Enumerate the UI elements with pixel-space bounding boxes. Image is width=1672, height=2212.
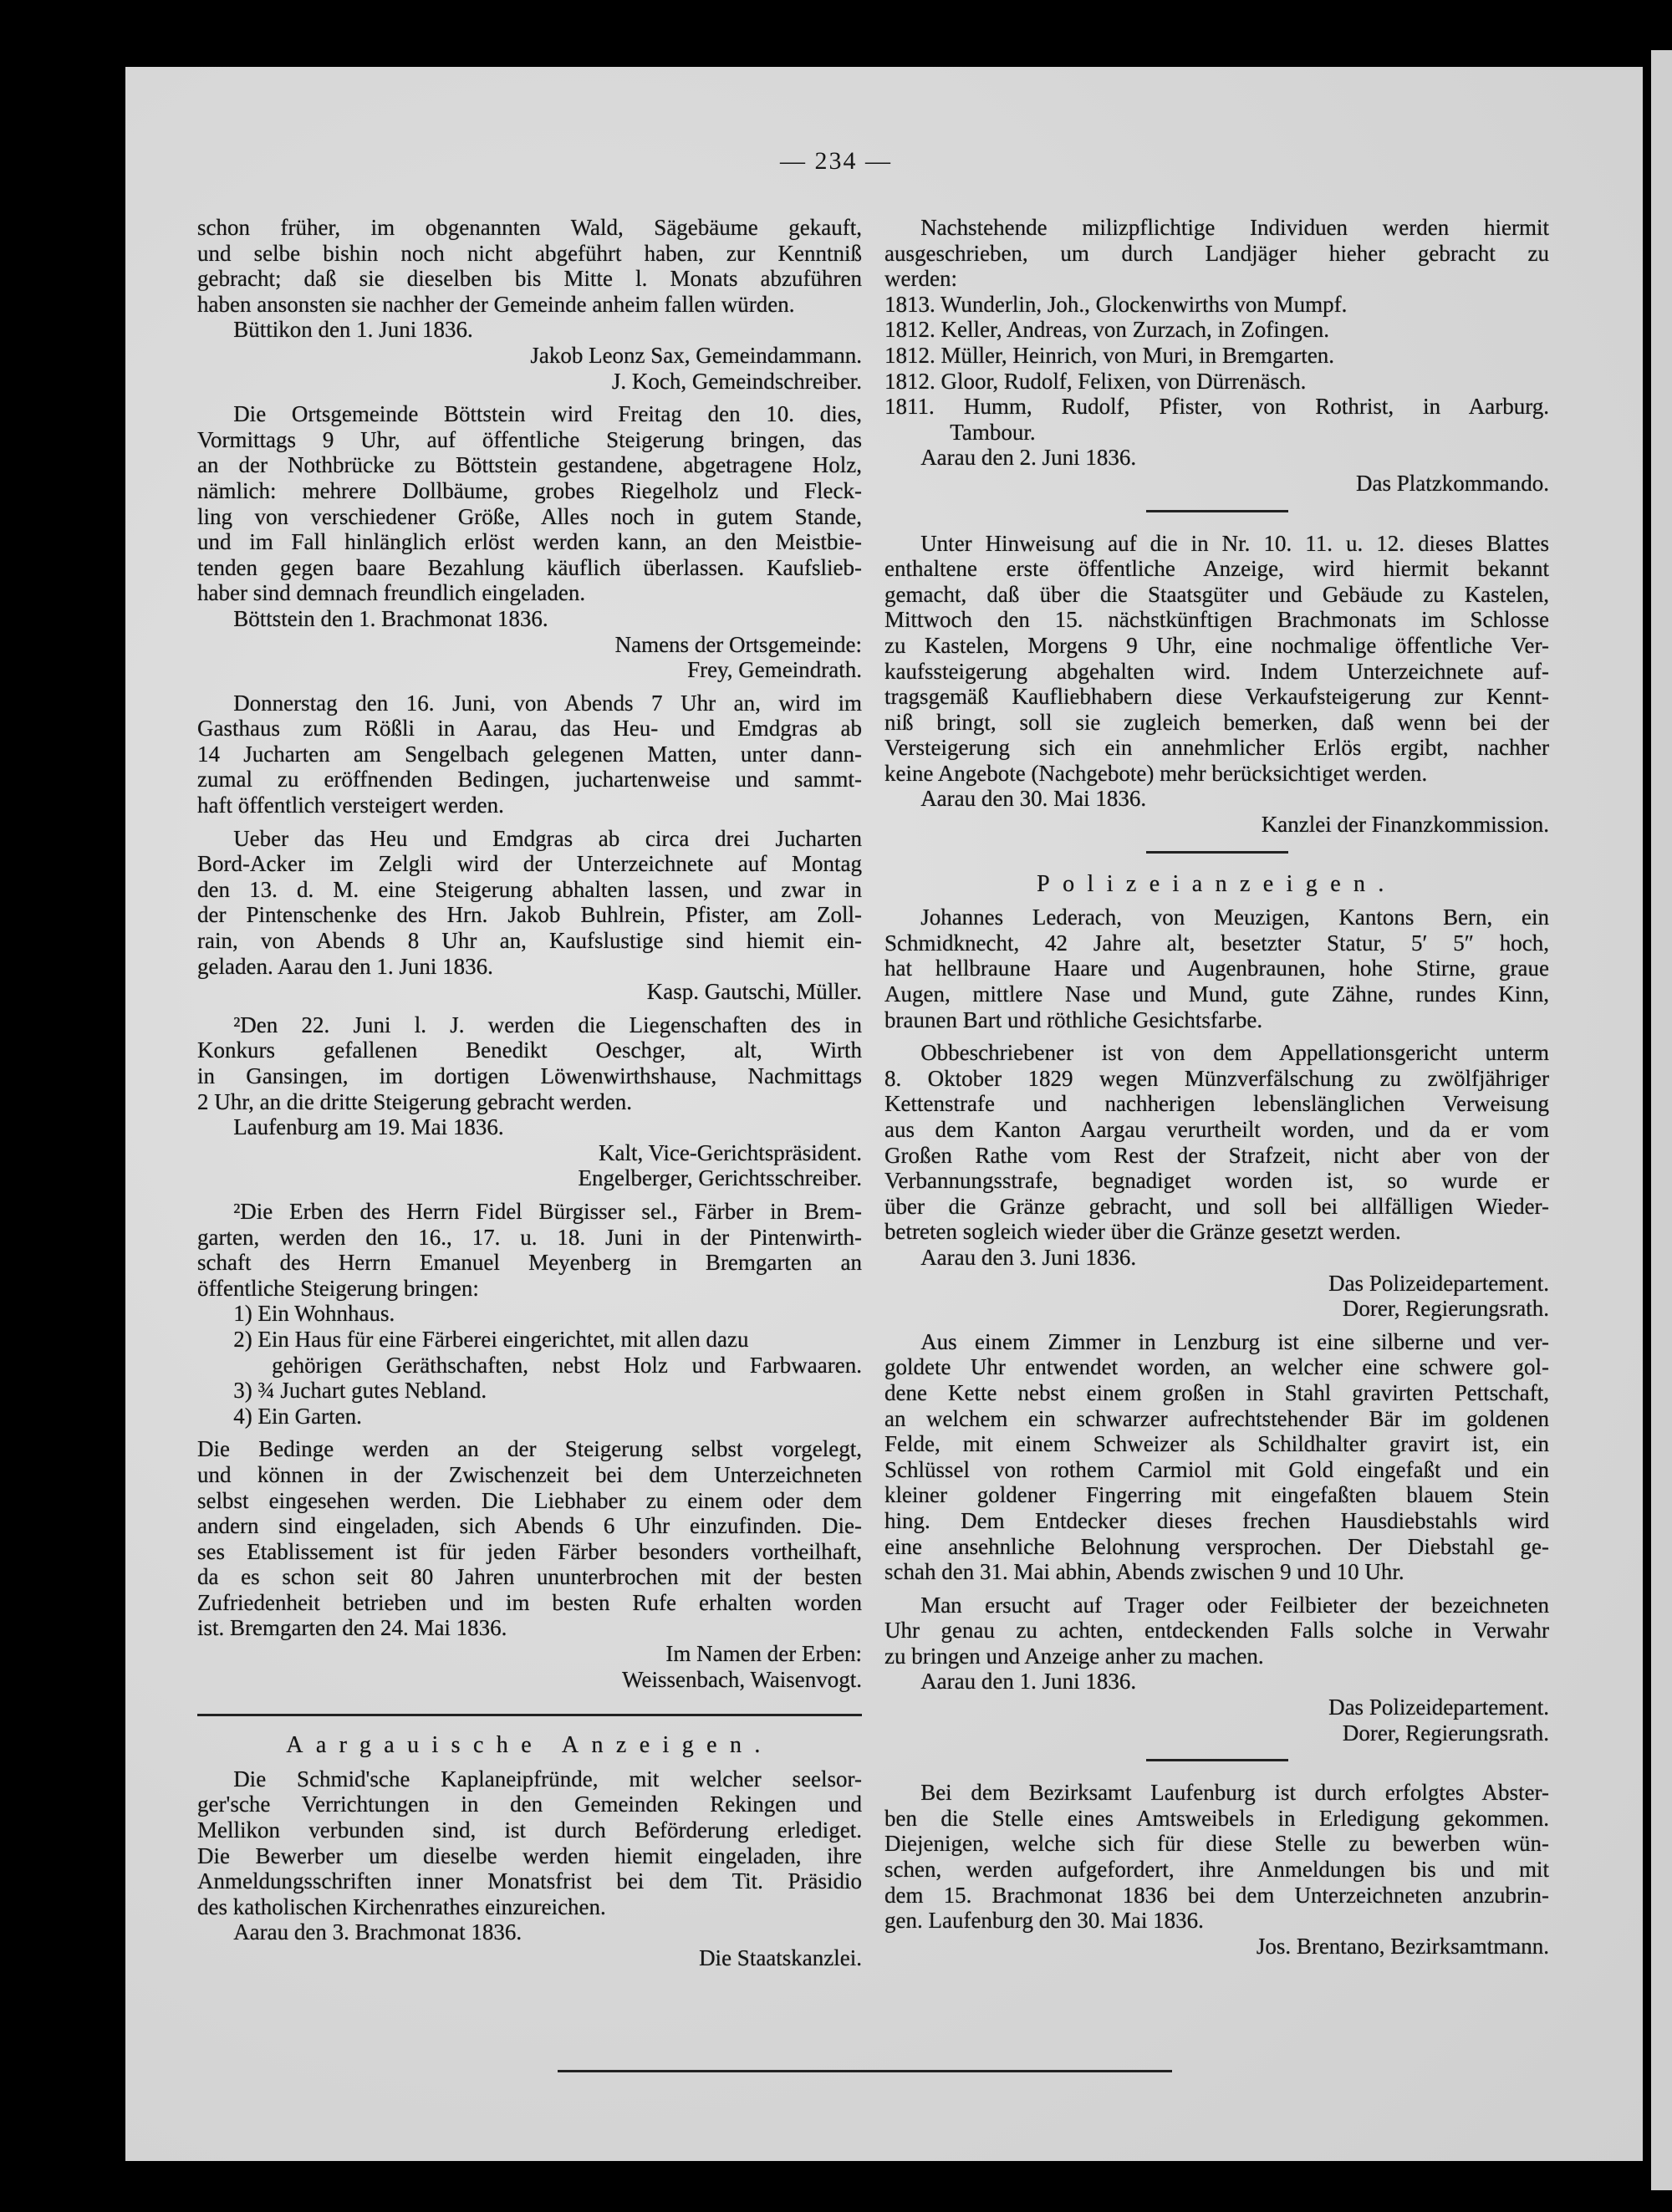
list-item <box>884 343 1549 369</box>
paragraph <box>197 1199 862 1301</box>
text-line: da es schon seit 80 Jahren ununterbrochen mit der besten <box>197 1564 862 1590</box>
paragraph <box>197 401 862 606</box>
text-line: an der Nothbrücke zu Böttstein gestandene, abgetragene Holz, <box>197 452 862 478</box>
section-heading: Aargauische Anzeigen. <box>286 1732 773 1759</box>
list-item <box>884 369 1549 395</box>
text-line: Konkurs gefallenen Benedikt Oeschger, alt, Wirth <box>197 1037 862 1063</box>
text-line: Kasp. Gautschi, Müller. <box>646 979 862 1005</box>
text-line: Uhr genau zu achten, entdeckenden Falls solche in Verwahr <box>884 1618 1549 1644</box>
text-line: Johannes Lederach, von Meuzigen, Kantons Bern, ein <box>920 905 1549 930</box>
text-line: haben ansonsten sie nachher der Gemeinde anheim fallen würden. <box>197 291 795 317</box>
section-divider <box>1146 510 1288 512</box>
page-number: — 234 — <box>780 147 892 175</box>
text-line: zumal zu eröffnenden Bedingen, juchartenweise und sammt- <box>197 767 862 793</box>
numbered-list <box>197 1301 862 1429</box>
text-line: in Gansingen, im dortigen Löwenwirthshause, Nachmittags <box>197 1063 862 1088</box>
text-line: dene Kette nebst einem großen in Stahl gravirten Pettschaft, <box>884 1379 1549 1405</box>
text-line: ben die Stelle eines Amtsweibels in Erledigung gekommen. <box>884 1805 1549 1831</box>
signature <box>884 1934 1549 1960</box>
paragraph <box>884 1780 1549 1934</box>
text-line: werden: <box>884 266 957 292</box>
text-line: Jos. Brentano, Bezirksamtmann. <box>1256 1933 1549 1959</box>
text-line: hat hellbraune Haare und Augenbraunen, hohe Stirne, graue <box>884 956 1549 981</box>
text-line: dem 15. Brachmonat 1836 bei dem Unterzeichneten anzubrin- <box>884 1882 1549 1908</box>
text-line: gehörigen Geräthschaften, nebst Holz und Farbwaaren. <box>272 1352 862 1378</box>
text-line: Unter Hinweisung auf die in Nr. 10. 11. u. 12. dieses Blattes <box>920 530 1549 556</box>
text-line: öffentliche Steigerung bringen: <box>197 1275 479 1301</box>
text-line: tenden gegen baare Bezahlung käuflich überlassen. Kaufslieb- <box>197 554 862 580</box>
text-line: ausgeschrieben, um durch Landjäger hieher gebracht zu <box>884 240 1549 266</box>
text-line: ling von verschiedener Größe, Alles noch in gutem Stande, <box>197 503 862 529</box>
text-line: Bei dem Bezirksamt Laufenburg ist durch erfolgtes Abster- <box>920 1780 1549 1806</box>
list-item <box>884 394 1549 445</box>
paragraph <box>197 1766 862 1920</box>
paragraph <box>884 531 1549 787</box>
text-line: tragsgemäß Kaufliebhabern diese Verkaufsteigerung zur Kennt- <box>884 684 1549 710</box>
dateline <box>884 1669 1549 1695</box>
section-divider <box>1146 851 1288 854</box>
text-line: Die Bedinge werden an der Steigerung selbst vorgelegt, <box>197 1436 862 1462</box>
text-line: Bord-Acker im Zelgli wird der Unterzeichnete auf Montag <box>197 851 862 877</box>
text-line: gen. Laufenburg den 30. Mai 1836. <box>884 1908 1204 1934</box>
text-line: eine ansehnliche Belohnung versprochen. Der Diebstahl ge- <box>884 1533 1549 1559</box>
text-line: Engelberger, Gerichtsschreiber. <box>578 1165 862 1191</box>
text-line: rain, von Abends 8 Uhr an, Kaufslustige sind hiemit ein- <box>197 928 862 954</box>
text-line: Das Platzkommando. <box>1356 470 1549 496</box>
text-line: schon früher, im obgenannten Wald, Sägebäume gekauft, <box>197 215 862 240</box>
text-line: Die Schmid'sche Kaplaneipfründe, mit welcher seelsor- <box>233 1766 862 1792</box>
text-line: Kanzlei der Finanzkommission. <box>1261 812 1549 838</box>
text-line: aus dem Kanton Aargau verurtheilt worden, und da er vom <box>884 1117 1549 1142</box>
paragraph <box>197 1436 862 1641</box>
signature <box>197 1641 862 1692</box>
signature <box>197 1945 862 1971</box>
section-divider <box>197 1714 862 1716</box>
paragraph <box>197 215 862 317</box>
list-item <box>884 292 1549 318</box>
paragraph <box>884 1593 1549 1669</box>
text-line: Schlüssel von rothem Carmiol mit Gold eingefaßt und ein <box>884 1456 1549 1482</box>
numbered-list <box>884 292 1549 446</box>
text-line: Aarau den 2. Juni 1836. <box>920 445 1137 471</box>
text-line: zu Kastelen, Morgens 9 Uhr, eine nochmalige öffentliche Ver- <box>884 632 1549 658</box>
text-line: keine Angebote (Nachgebote) mehr berücksichtiget werden. <box>884 760 1428 786</box>
text-line: Mittwoch den 15. nächstkünftigen Brachmonats im Schlosse <box>884 607 1549 633</box>
list-item <box>197 1378 862 1404</box>
text-line: kaufssteigerung abgehalten wird. Indem Unterzeichnete auf- <box>884 658 1549 684</box>
dateline <box>884 445 1549 471</box>
text-line: Frey, Gemeindrath. <box>687 657 862 683</box>
text-line: Großen Rathe vom Rest der Strafzeit, nicht aber von der <box>884 1142 1549 1168</box>
text-line: Zufriedenheit betrieben und im besten Rufe erhalten worden <box>197 1589 862 1615</box>
text-line: Im Namen der Erben: <box>665 1641 862 1667</box>
dateline <box>884 786 1549 812</box>
text-line: Dorer, Regierungsrath. <box>1342 1296 1549 1322</box>
text-line: Die Bewerber um dieselbe werden hiemit eingeladen, ihre <box>197 1842 862 1868</box>
signature <box>197 1140 862 1191</box>
text-line: 1812. Gloor, Rudolf, Felixen, von Dürrenäsch. <box>884 368 1307 394</box>
paragraph <box>884 1040 1549 1245</box>
section-heading: Polizeianzeigen. <box>1037 870 1397 897</box>
text-line: Schmidknecht, 42 Jahre alt, besetzter Statur, 5′ 5″ hoch, <box>884 930 1549 956</box>
text-line: Diejenigen, welche sich für diese Stelle zu bewerben wün- <box>884 1831 1549 1857</box>
dateline <box>197 317 862 343</box>
left-column <box>197 207 862 1971</box>
section-divider <box>1146 1759 1288 1761</box>
text-line: Laufenburg am 19. Mai 1836. <box>233 1114 504 1140</box>
text-line: der Pintenschenke des Hrn. Jakob Buhlrein, Pfister, am Zoll- <box>197 902 862 928</box>
text-line: 3) ¾ Juchart gutes Nebland. <box>233 1378 487 1404</box>
text-line: haber sind demnach freundlich eingeladen. <box>197 580 586 606</box>
text-line: und im Fall hinlänglich erlöst werden kann, an den Meistbie- <box>197 529 862 555</box>
paragraph <box>197 826 862 980</box>
text-line: Anmeldungsschriften inner Monatsfrist bei dem Tit. Präsidio <box>197 1868 862 1894</box>
text-line: gemacht, daß über die Staatsgüter und Gebäude zu Kastelen, <box>884 581 1549 607</box>
right-column <box>884 207 1549 1959</box>
text-line: Aarau den 3. Brachmonat 1836. <box>233 1919 522 1945</box>
dateline <box>197 1919 862 1945</box>
text-line: des katholischen Kirchenrathes einzureichen. <box>197 1893 606 1919</box>
text-line: Ueber das Heu und Emdgras ab circa drei Jucharten <box>233 825 862 851</box>
text-line: ²Den 22. Juni l. J. werden die Liegenschaften des in <box>233 1012 862 1037</box>
signature <box>884 1271 1549 1322</box>
text-line: Aarau den 3. Juni 1836. <box>920 1244 1137 1270</box>
text-line: schen, werden aufgefordert, ihre Anmeldungen bis und mit <box>884 1857 1549 1883</box>
text-line: gebracht; daß sie dieselben bis Mitte l. Monats abzuführen <box>197 266 862 292</box>
text-line: andern sind eingeladen, sich Abends 6 Uhr einzufinden. Die- <box>197 1513 862 1539</box>
text-line: schaft des Herrn Emanuel Meyenberg in Bremgarten an <box>197 1250 862 1276</box>
text-line: haft öffentlich versteigert werden. <box>197 793 504 818</box>
text-line: betreten sogleich wieder über die Gränze gesetzt werden. <box>884 1219 1401 1245</box>
text-line: Büttikon den 1. Juni 1836. <box>233 317 473 343</box>
text-line: 14 Jucharten am Sengelbach gelegenen Matten, unter dann- <box>197 741 862 767</box>
text-line: zu bringen und Anzeige anher zu machen. <box>884 1643 1264 1669</box>
signature <box>884 812 1549 838</box>
text-line: Aus einem Zimmer in Lenzburg ist eine silberne und ver- <box>920 1328 1549 1354</box>
text-line: 2 Uhr, an die dritte Steigerung gebracht werden. <box>197 1088 632 1114</box>
text-line: 1) Ein Wohnhaus. <box>233 1301 395 1327</box>
text-line: Das Polizeidepartement. <box>1328 1695 1549 1720</box>
text-line: ist. Bremgarten den 24. Mai 1836. <box>197 1615 507 1641</box>
text-line: goldete Uhr entwendet worden, an welcher eine schwere gol- <box>884 1354 1549 1380</box>
dateline <box>884 1245 1549 1271</box>
signature <box>197 632 862 683</box>
text-line: Böttstein den 1. Brachmonat 1836. <box>233 605 548 631</box>
text-line: Tambour. <box>950 419 1036 445</box>
paragraph <box>884 905 1549 1032</box>
text-line: enthaltene erste öffentliche Anzeige, wird hiermit bekannt <box>884 556 1549 582</box>
text-line: hing. Dem Entdecker dieses frechen Hausdiebstahls wird <box>884 1507 1549 1533</box>
text-line: Kettenstrafe und nachherigen lebenslänglichen Verweisung <box>884 1091 1549 1117</box>
text-line: ger'sche Verrichtungen in den Gemeinden Rekingen und <box>197 1792 862 1817</box>
text-line: J. Koch, Gemeindschreiber. <box>611 368 862 394</box>
text-line: Das Polizeidepartement. <box>1328 1270 1549 1296</box>
text-line: nämlich: mehrere Dollbäume, grobes Riegelholz und Fleck- <box>197 477 862 503</box>
text-line: Versteigerung sich ein annehmlicher Erlös ergibt, nachher <box>884 735 1549 761</box>
text-line: 8. Oktober 1829 wegen Münzverfälschung zu zwölfjähriger <box>884 1065 1549 1091</box>
text-line: geladen. Aarau den 1. Juni 1836. <box>197 953 493 979</box>
text-line: Dorer, Regierungsrath. <box>1342 1720 1549 1746</box>
text-line: Vormittags 9 Uhr, auf öffentliche Steigerung bringen, das <box>197 426 862 452</box>
text-line: Aarau den 1. Juni 1836. <box>920 1669 1137 1695</box>
paragraph <box>197 691 862 818</box>
text-line: 4) Ein Garten. <box>233 1403 362 1429</box>
paragraph <box>884 215 1549 292</box>
list-item <box>884 317 1549 343</box>
text-line: 1812. Keller, Andreas, von Zurzach, in Zofingen. <box>884 317 1330 343</box>
text-line: Donnerstag den 16. Juni, von Abends 7 Uhr an, wird im <box>233 690 862 716</box>
text-line: 1813. Wunderlin, Joh., Glockenwirths von Mumpf. <box>884 291 1348 317</box>
adjacent-page-edge <box>1651 50 1672 2190</box>
text-line: an welchem ein schwarzer aufrechtstehender Bär im goldenen <box>884 1405 1549 1431</box>
paragraph <box>884 1329 1549 1585</box>
list-item <box>197 1404 862 1430</box>
text-line: Nachstehende milizpflichtige Individuen werden hiermit <box>920 215 1549 240</box>
text-line: 2) Ein Haus für eine Färberei eingerichtet, mit allen dazu <box>233 1326 749 1352</box>
text-line: Felde, mit einem Schweizer als Schildhalter gravirt ist, ein <box>884 1431 1549 1457</box>
text-line: Aarau den 30. Mai 1836. <box>920 786 1147 812</box>
text-line: 1811. Humm, Rudolf, Pfister, von Rothrist, in Aarburg. <box>884 394 1549 420</box>
text-line: den 13. d. M. eine Steigerung abhalten lassen, und zwar in <box>197 876 862 902</box>
signature <box>197 343 862 394</box>
text-line: selbst eingesehen werden. Die Liebhaber zu einem oder dem <box>197 1487 862 1513</box>
text-line: und selbe bishin noch nicht abgeführt haben, zur Kenntniß <box>197 240 862 266</box>
text-line: Die Ortsgemeinde Böttstein wird Freitag den 10. dies, <box>233 401 862 427</box>
list-item <box>197 1327 862 1378</box>
dateline <box>197 1114 862 1140</box>
list-item <box>197 1301 862 1327</box>
signature <box>197 979 862 1005</box>
text-line: Obbeschriebener ist von dem Appellationsgericht unterm <box>920 1040 1549 1066</box>
text-line: und können in der Zwischenzeit bei dem Unterzeichneten <box>197 1461 862 1487</box>
text-line: Namens der Ortsgemeinde: <box>614 631 862 657</box>
text-line: Die Staatskanzlei. <box>699 1945 862 1970</box>
text-line: Augen, mittlere Nase und Mund, gute Zähne, rundes Kinn, <box>884 981 1549 1007</box>
text-line: 1812. Müller, Heinrich, von Muri, in Bremgarten. <box>884 342 1335 368</box>
text-line: braunen Bart und röthliche Gesichtsfarbe. <box>884 1007 1263 1032</box>
text-line: niß bringt, soll sie zugleich bemerken, daß wenn bei der <box>884 709 1549 735</box>
text-line: Weissenbach, Waisenvogt. <box>622 1666 862 1692</box>
paragraph <box>197 1012 862 1114</box>
text-line: Jakob Leonz Sax, Gemeindammann. <box>530 342 862 368</box>
text-line: kleiner goldener Fingerring mit eingefaßten blauem Stein <box>884 1482 1549 1508</box>
text-line: Man ersucht auf Trager oder Feilbieter der bezeichneten <box>920 1592 1549 1618</box>
closing-rule <box>558 2070 1172 2072</box>
text-line: garten, werden den 16., 17. u. 18. Juni in der Pintenwirth- <box>197 1224 862 1250</box>
text-line: Verbannungsstrafe, begnadiget worden ist, so wurde er <box>884 1168 1549 1194</box>
text-line: ses Etablissement ist für jeden Färber besonders vortheilhaft, <box>197 1538 862 1564</box>
text-line: Gasthaus zum Rößli in Aarau, das Heu- und Emdgras ab <box>197 716 862 742</box>
text-line: über die Gränze gebracht, und soll bei allfälligen Wieder- <box>884 1193 1549 1219</box>
text-line: ²Die Erben des Herrn Fidel Bürgisser sel., Färber in Brem- <box>233 1198 862 1224</box>
text-line: Mellikon verbunden sind, ist durch Beförderung erlediget. <box>197 1817 862 1843</box>
dateline <box>197 606 862 632</box>
signature <box>884 1695 1549 1746</box>
text-line: Kalt, Vice-Gerichtspräsident. <box>598 1139 862 1165</box>
signature <box>884 471 1549 497</box>
text-line: schah den 31. Mai abhin, Abends zwischen 9 und 10 Uhr. <box>884 1559 1404 1585</box>
